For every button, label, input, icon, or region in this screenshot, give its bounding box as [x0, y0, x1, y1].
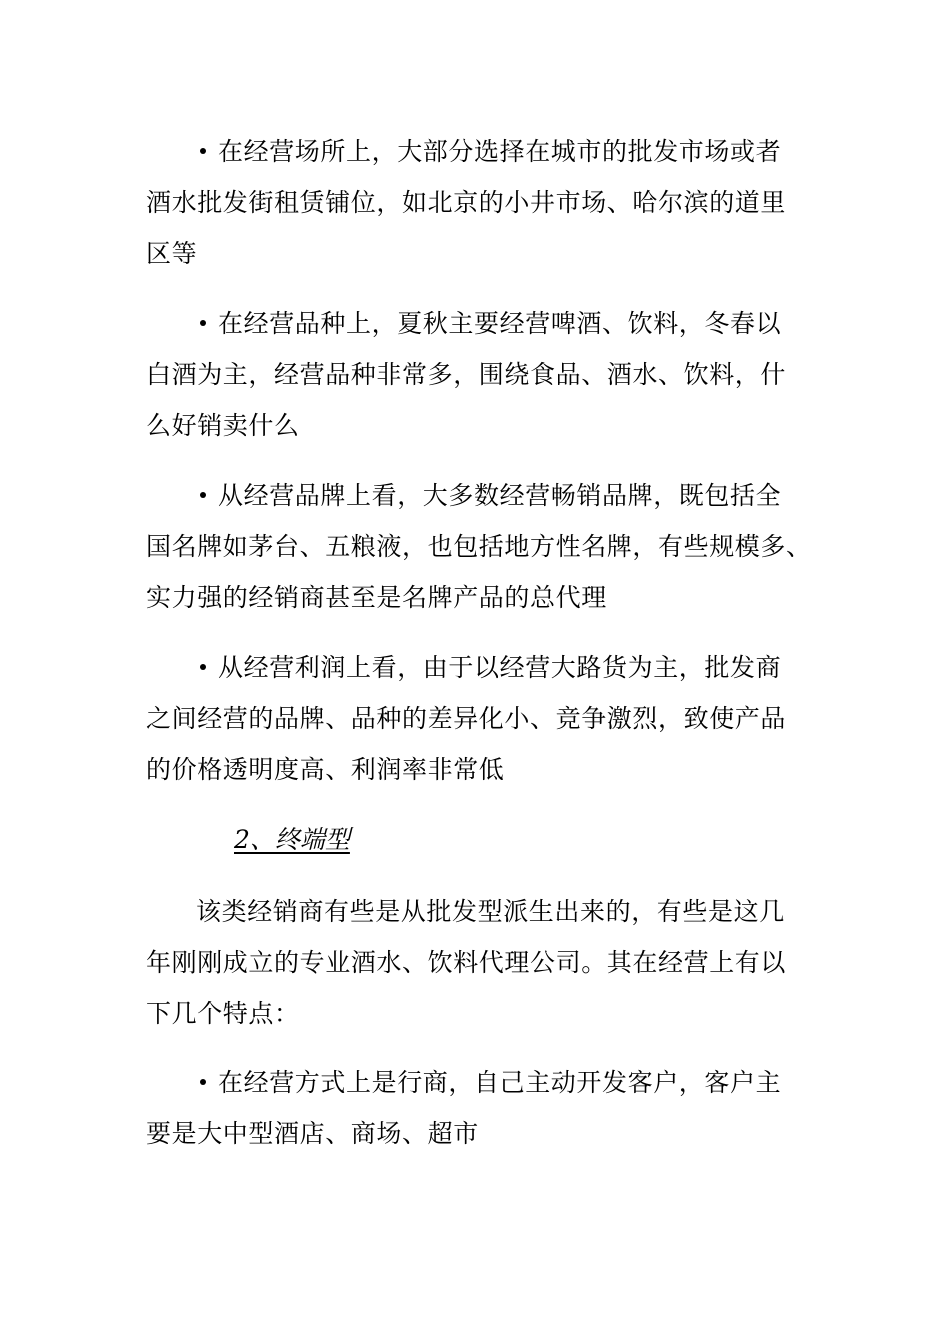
intro-paragraph [146, 886, 806, 1039]
bullet-icon [200, 1079, 206, 1085]
paragraph-line: 在经营品种上，夏秋主要经营啤酒、饮料，冬春以 [218, 309, 782, 338]
bullet-paragraph-profit [146, 642, 806, 795]
bullet-paragraph-varieties [146, 298, 806, 451]
paragraph-line: 区等 [146, 239, 198, 268]
paragraph-line: 国名牌如茅台、五粮液，也包括地方性名牌，有些规模多、 [146, 532, 812, 561]
paragraph-line: 从经营利润上看，由于以经营大路货为主，批发商 [218, 653, 782, 682]
bullet-icon [200, 320, 206, 326]
paragraph-line: 在经营方式上是行商，自己主动开发客户，客户主 [218, 1068, 782, 1097]
paragraph-line: 之间经营的品牌、品种的差异化小、竞争激烈，致使产品 [146, 704, 787, 733]
paragraph-line: 酒水批发街租赁铺位，如北京的小井市场、哈尔滨的道里 [146, 188, 787, 217]
paragraph-line: 么好销卖什么 [146, 411, 300, 440]
bullet-icon [200, 492, 206, 498]
bullet-icon [200, 664, 206, 670]
paragraph-line: 从经营品牌上看，大多数经营畅销品牌，既包括全 [218, 481, 782, 510]
bullet-paragraph-venue [146, 126, 806, 279]
paragraph-line: 年刚刚成立的专业酒水、饮料代理公司。其在经营上有以 [146, 948, 787, 977]
paragraph-line: 实力强的经销商甚至是名牌产品的总代理 [146, 583, 607, 612]
bullet-paragraph-brands [146, 470, 812, 623]
bullet-icon [200, 148, 206, 154]
paragraph-line: 在经营场所上，大部分选择在城市的批发市场或者 [218, 137, 782, 166]
bullet-paragraph-operation-mode [146, 1057, 806, 1159]
paragraph-line: 白酒为主，经营品种非常多，围绕食品、酒水、饮料，什 [146, 360, 787, 389]
section-heading: 2、终端型 [234, 825, 350, 854]
paragraph-line: 要是大中型酒店、商场、超市 [146, 1119, 479, 1148]
paragraph-line: 下几个特点： [146, 999, 300, 1028]
paragraph-line: 的价格透明度高、利润率非常低 [146, 755, 505, 784]
paragraph-line: 该类经销商有些是从批发型派生出来的，有些是这几 [196, 897, 785, 926]
